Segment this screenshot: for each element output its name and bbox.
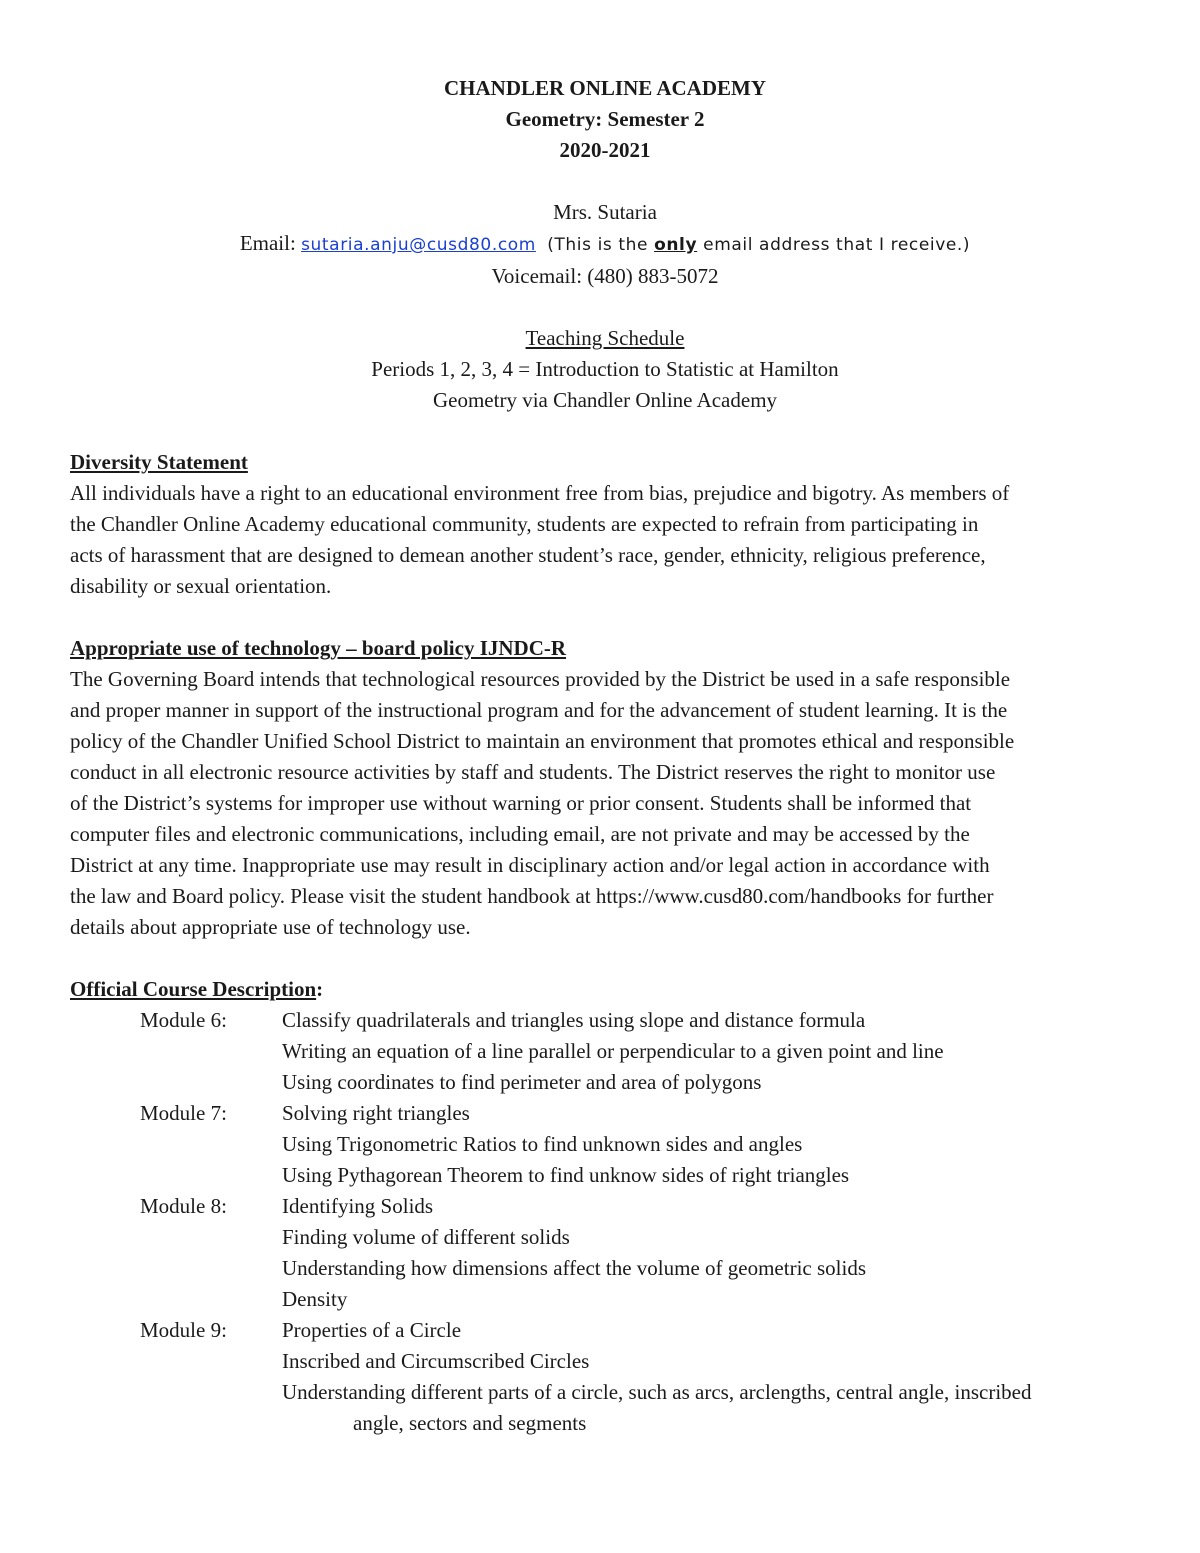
- paragraph-line: computer files and electronic communications, including email, are not private and may be accessed by the: [70, 822, 970, 846]
- module-label: Module 6:: [140, 1008, 227, 1032]
- school-year: 2020-2021: [559, 138, 651, 162]
- paragraph-line: District at any time. Inappropriate use may result in disciplinary action and/or legal action in accordance with: [70, 853, 990, 877]
- module-row: [70, 1377, 1140, 1408]
- module-topic: Using coordinates to find perimeter and area of polygons: [282, 1070, 762, 1094]
- module-row: [70, 1315, 1140, 1346]
- school-title: CHANDLER ONLINE ACADEMY: [443, 76, 767, 100]
- module-row: [70, 1284, 1140, 1315]
- paragraph-line: acts of harassment that are designed to demean another student’s race, gender, ethnicity, religious preference,: [70, 543, 986, 567]
- paragraph-line: conduct in all electronic resource activities by staff and students. The District reserves the right to monitor use: [70, 760, 996, 784]
- paragraph-line: disability or sexual orientation.: [70, 574, 332, 598]
- paragraph-line: policy of the Chandler Unified School District to maintain an environment that promotes ethical and responsible: [70, 729, 1015, 753]
- module-topic: Properties of a Circle: [282, 1318, 462, 1342]
- module-label: Module 8:: [140, 1194, 227, 1218]
- course-title: Geometry: Semester 2: [505, 107, 705, 131]
- module-label: Module 7:: [140, 1101, 227, 1125]
- email-note: (This is the only email address that I receive.): [547, 235, 971, 255]
- module-label: Module 9:: [140, 1318, 227, 1342]
- module-topic: Inscribed and Circumscribed Circles: [282, 1349, 590, 1373]
- module-topic: Using Pythagorean Theorem to find unknow sides of right triangles: [282, 1163, 850, 1187]
- module-topic: Finding volume of different solids: [282, 1225, 570, 1249]
- voicemail-line: Voicemail: (480) 883-5072: [491, 264, 719, 288]
- module-row: [70, 1067, 1140, 1098]
- module-row: [70, 1160, 1140, 1191]
- module-row: [70, 1253, 1140, 1284]
- technology-heading: Appropriate use of technology – board policy IJNDC-R: [70, 636, 567, 660]
- course-description-heading: Official Course Description:: [70, 977, 324, 1001]
- email-note-emphasis: only: [654, 235, 698, 255]
- schedule-line-2: Geometry via Chandler Online Academy: [432, 388, 778, 412]
- schedule-line-1: Periods 1, 2, 3, 4 = Introduction to Statistic at Hamilton: [371, 357, 839, 381]
- paragraph-line: the law and Board policy. Please visit the student handbook at https://www.cusd80.com/handbooks for further: [70, 884, 994, 908]
- paragraph-line: The Governing Board intends that technological resources provided by the District be used in a safe responsible: [70, 667, 1011, 691]
- module-topic: Writing an equation of a line parallel or perpendicular to a given point and line: [282, 1039, 944, 1063]
- diversity-heading: Diversity Statement: [70, 450, 248, 474]
- paragraph-line: and proper manner in support of the instructional program and for the advancement of student learning. It is the: [70, 698, 1008, 722]
- module-topic: Solving right triangles: [282, 1101, 470, 1125]
- paragraph-line: details about appropriate use of technology use.: [70, 915, 471, 939]
- paragraph-line: the Chandler Online Academy educational community, students are expected to refrain from participating in: [70, 512, 979, 536]
- module-row: [70, 1346, 1140, 1377]
- module-topic: Classify quadrilaterals and triangles using slope and distance formula: [282, 1008, 866, 1032]
- diversity-paragraph: [70, 478, 1140, 602]
- module-row: [70, 1222, 1140, 1253]
- email-label: Email:: [239, 231, 302, 255]
- module-topic: Density: [282, 1287, 348, 1311]
- module-list: [70, 1005, 1140, 1439]
- module-topic: Using Trigonometric Ratios to find unknown sides and angles: [282, 1132, 803, 1156]
- email-link[interactable]: sutaria.anju@cusd80.com: [301, 235, 536, 255]
- module-topic: Understanding different parts of a circle, such as arcs, arclengths, central angle, inscribed: [282, 1380, 1032, 1404]
- paragraph-line: All individuals have a right to an educational environment free from bias, prejudice and bigotry. As members of: [70, 481, 1010, 505]
- technology-paragraph: [70, 664, 1140, 943]
- module-row: [70, 1191, 1140, 1222]
- paragraph-line: of the District’s systems for improper use without warning or prior consent. Students shall be informed that: [70, 791, 972, 815]
- email-line: [70, 228, 1140, 261]
- module-topic-continuation: angle, sectors and segments: [353, 1411, 587, 1435]
- schedule-heading: Teaching Schedule: [525, 326, 685, 350]
- module-row: [70, 1129, 1140, 1160]
- module-topic: Understanding how dimensions affect the volume of geometric solids: [282, 1256, 866, 1280]
- module-row: [70, 1036, 1140, 1067]
- module-row: [70, 1408, 1140, 1439]
- module-row: [70, 1098, 1140, 1129]
- document-page: [70, 70, 1140, 1439]
- module-row: [70, 1005, 1140, 1036]
- teacher-name: Mrs. Sutaria: [553, 200, 657, 224]
- module-topic: Identifying Solids: [282, 1194, 434, 1218]
